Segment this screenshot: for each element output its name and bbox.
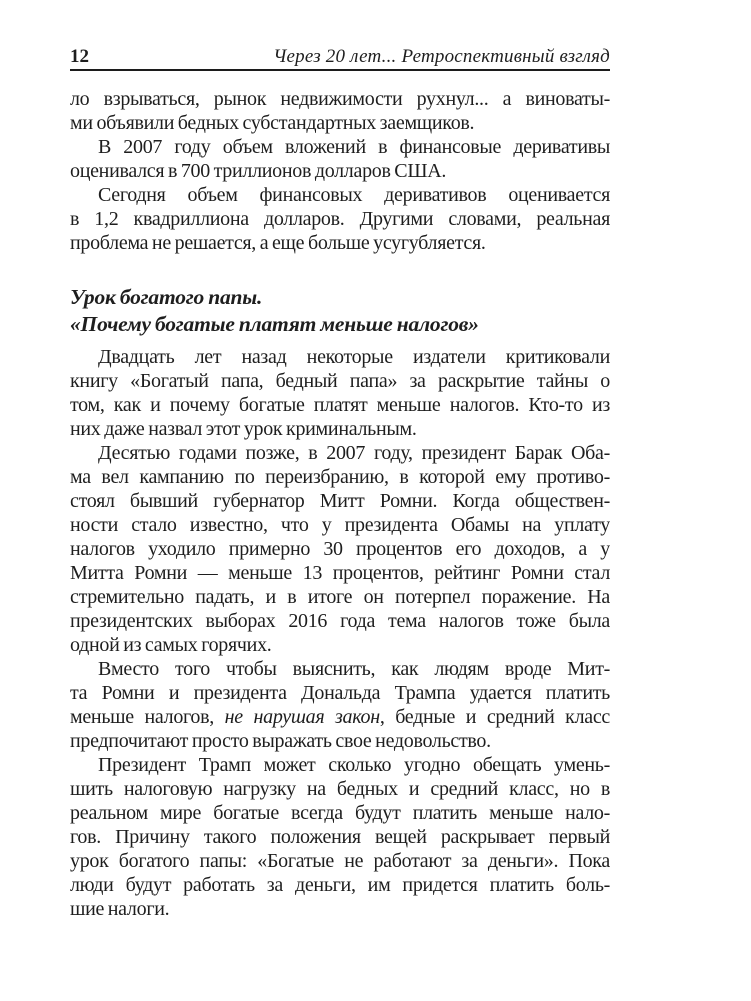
heading-line xyxy=(70,311,610,338)
paragraph xyxy=(70,441,610,657)
text-segment: ло взрываться, рынок недвижимости рухнул... а виноваты- xyxy=(70,88,610,110)
text-line xyxy=(70,345,610,369)
page-body xyxy=(70,87,610,921)
text-segment: шие налоги. xyxy=(70,898,170,920)
text-segment: Сегодня объем финансовых деривативов оценивается xyxy=(98,184,610,206)
text-line xyxy=(70,801,610,825)
text-segment: Десятью годами позже, в 2007 году, президент Барак Оба- xyxy=(98,442,610,464)
text-line xyxy=(70,561,610,585)
paragraph xyxy=(70,135,610,183)
text-segment: стоял бывший губернатор Митт Ромни. Когда обществен- xyxy=(70,490,610,512)
text-line xyxy=(70,183,610,207)
text-line xyxy=(70,159,610,183)
text-line xyxy=(70,207,610,231)
text-line xyxy=(70,633,610,657)
text-line xyxy=(70,873,610,897)
text-segment: оценивался в 700 триллионов долларов США. xyxy=(70,160,447,182)
text-line xyxy=(70,489,610,513)
text-line xyxy=(70,849,610,873)
text-line xyxy=(70,585,610,609)
text-segment: стремительно падать, и в итоге он потерпел поражение. На xyxy=(70,586,610,608)
text-line xyxy=(70,513,610,537)
text-line xyxy=(70,657,610,681)
text-segment: Двадцать лет назад некоторые издатели критиковали xyxy=(98,346,610,368)
text-segment: налогов уходило примерно 30 процентов его доходов, а у xyxy=(70,538,610,560)
text-block xyxy=(70,46,610,921)
text-segment: урок богатого папы: «Богатые не работают за деньги». Пока xyxy=(70,850,610,872)
text-segment: Вместо того чтобы выяснить, как людям вроде Мит- xyxy=(98,658,610,680)
paragraph xyxy=(70,657,610,753)
page-number: 12 xyxy=(70,46,89,67)
text-line xyxy=(70,753,610,777)
text-segment: , бедные и средний класс xyxy=(379,706,610,728)
text-line xyxy=(70,87,610,111)
text-segment: ма вел кампанию по переизбранию, в которой ему противо- xyxy=(70,466,610,488)
text-line xyxy=(70,897,610,921)
section-heading xyxy=(70,284,610,338)
text-segment: проблема не решается, а еще больше усугубляется. xyxy=(70,232,486,254)
text-line xyxy=(70,231,610,255)
paragraph xyxy=(70,183,610,255)
text-segment: одной из самых горячих. xyxy=(70,634,272,656)
text-line xyxy=(70,609,610,633)
heading-line xyxy=(70,284,610,311)
text-line xyxy=(70,135,610,159)
text-segment: люди будут работать за деньги, им придется платить боль- xyxy=(70,874,610,896)
text-segment: ми объявили бедных субстандартных заемщиков. xyxy=(70,112,475,134)
text-segment: Президент Трамп может сколько угодно обещать умень- xyxy=(98,754,610,776)
text-line xyxy=(70,777,610,801)
text-segment: гов. Причину такого положения вещей раскрывает первый xyxy=(70,826,610,848)
text-segment: «Почему богатые платят меньше налогов» xyxy=(70,312,479,336)
running-title: Через 20 лет... Ретроспективный взгляд xyxy=(273,46,610,67)
text-segment: президентских выборах 2016 года тема налогов тоже была xyxy=(70,610,610,632)
text-segment: ности стало известно, что у президента Обамы на уплату xyxy=(70,514,610,536)
text-line xyxy=(70,729,610,753)
text-segment: них даже назвал этот урок криминальным. xyxy=(70,418,417,440)
text-line xyxy=(70,441,610,465)
text-line xyxy=(70,111,610,135)
text-segment: Урок богатого папы. xyxy=(70,285,263,309)
text-segment: В 2007 году объем вложений в финансовые деривативы xyxy=(98,136,610,158)
text-segment: шить налоговую нагрузку на бедных и средний класс, но в xyxy=(70,778,610,800)
italic-phrase: не нарушая закон xyxy=(224,706,380,728)
text-line xyxy=(70,369,610,393)
text-line xyxy=(70,537,610,561)
paragraph xyxy=(70,345,610,441)
text-segment: меньше налогов, xyxy=(70,706,225,728)
text-line xyxy=(70,393,610,417)
text-segment: книгу «Богатый папа, бедный папа» за раскрытие тайны о xyxy=(70,370,610,392)
running-header xyxy=(70,46,610,71)
text-line xyxy=(70,705,610,729)
text-line xyxy=(70,417,610,441)
text-segment: предпочитают просто выражать свое недовольство. xyxy=(70,730,491,752)
paragraph xyxy=(70,753,610,921)
text-segment: та Ромни и президента Дональда Трампа удается платить xyxy=(70,682,610,704)
text-segment: Митта Ромни — меньше 13 процентов, рейтинг Ромни стал xyxy=(70,562,610,584)
text-line xyxy=(70,465,610,489)
text-segment: том, как и почему богатые платят меньше налогов. Кто-то из xyxy=(70,394,610,416)
text-segment: реальном мире богатые всегда будут платить меньше нало- xyxy=(70,802,610,824)
text-line xyxy=(70,681,610,705)
text-line xyxy=(70,825,610,849)
paragraph xyxy=(70,87,610,135)
text-segment: в 1,2 квадриллиона долларов. Другими словами, реальная xyxy=(70,208,610,230)
